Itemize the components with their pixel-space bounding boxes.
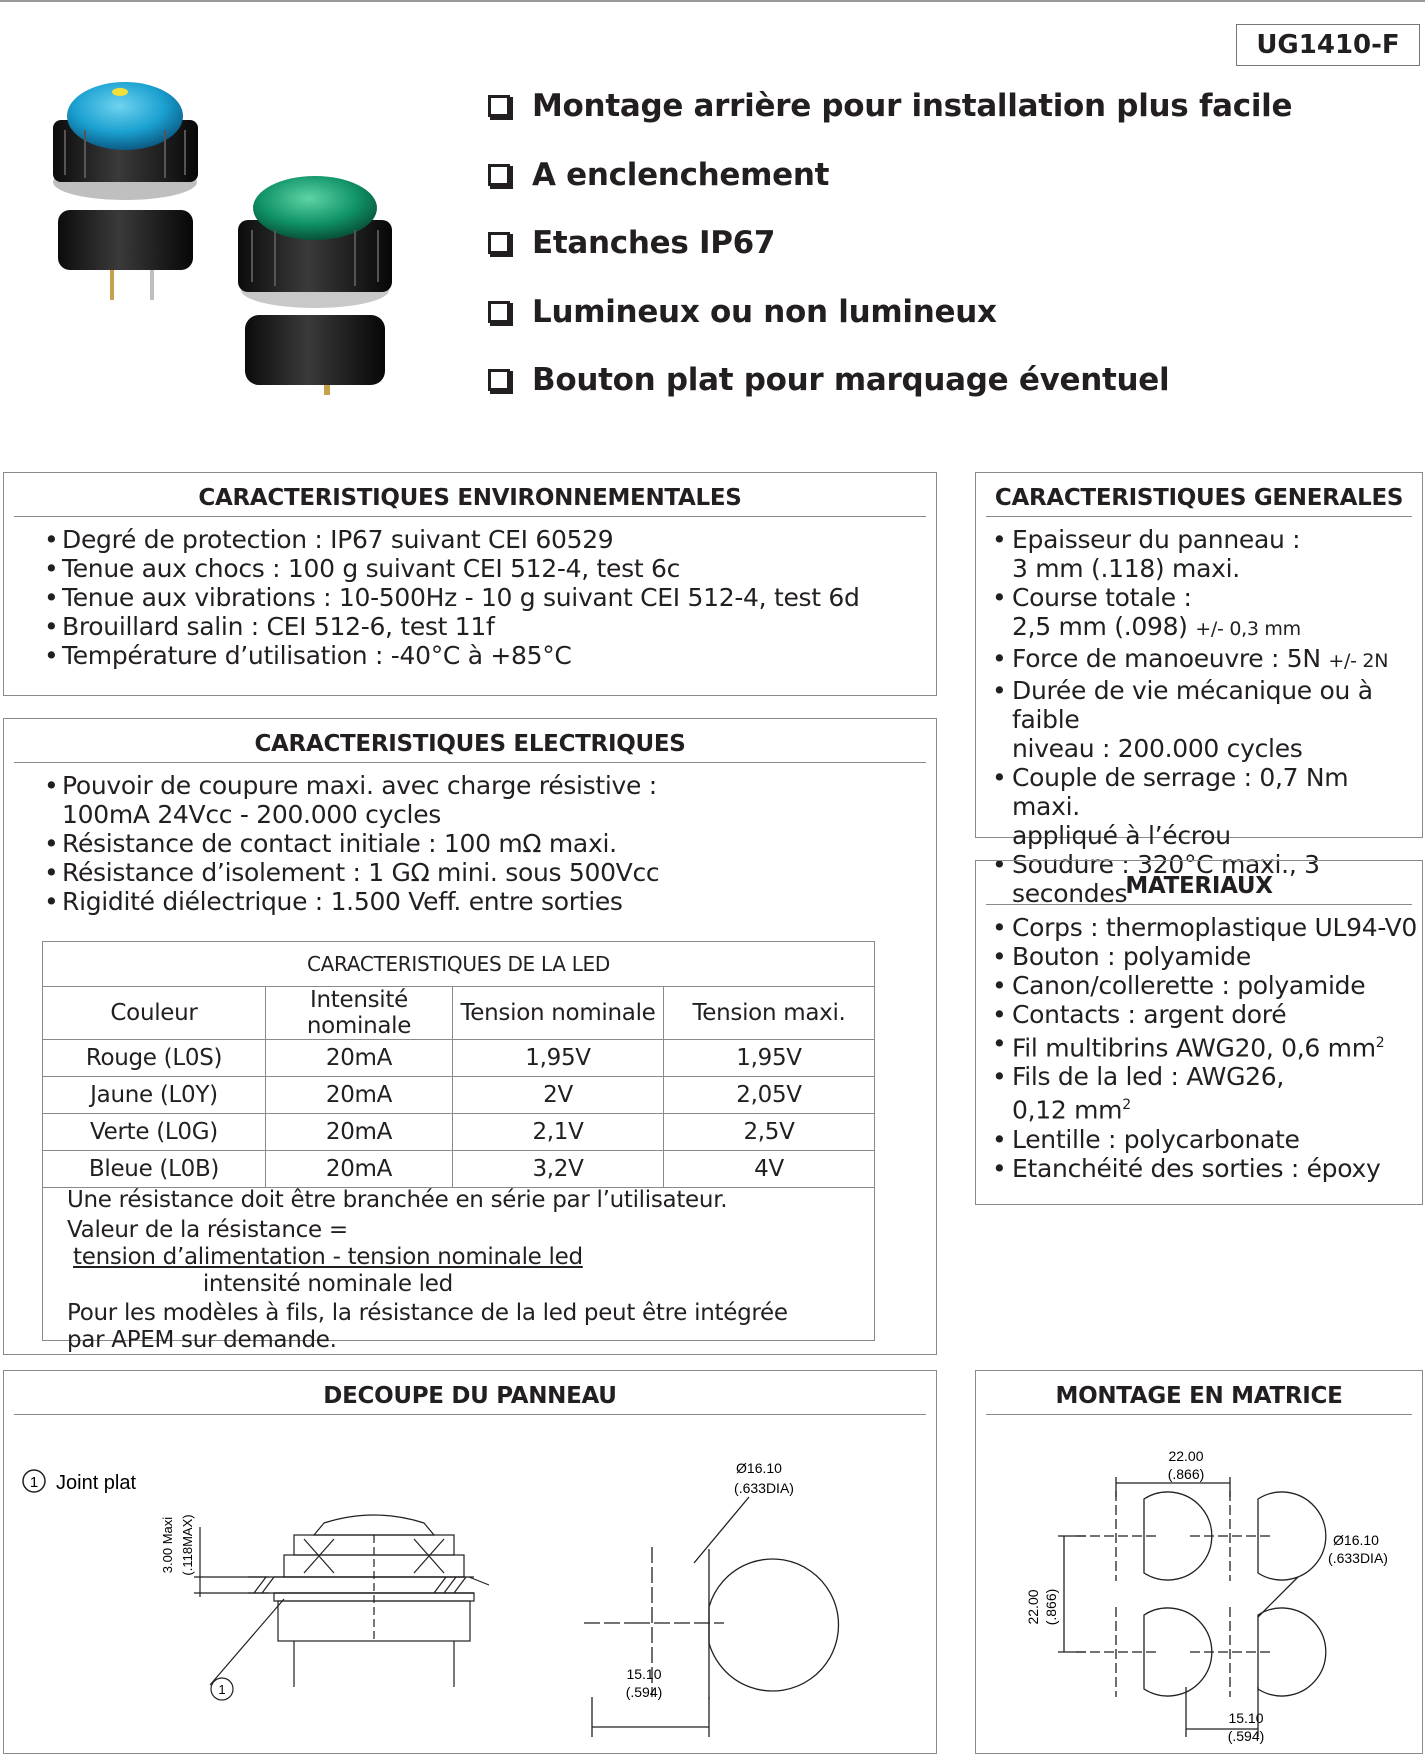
feature-item: A enclenchement — [488, 141, 1292, 210]
led-table-caption: CARACTERISTIQUES DE LA LED — [43, 942, 875, 987]
env-title: CARACTERISTIQUES ENVIRONNEMENTALES — [14, 473, 926, 517]
led-resistor-note — [42, 1177, 875, 1353]
table-cell: 2V — [453, 1077, 664, 1114]
table-cell: 2,1V — [453, 1114, 664, 1151]
feature-item: Montage arrière pour installation plus facile — [488, 72, 1292, 141]
table-row — [43, 1040, 875, 1077]
env-section — [3, 472, 937, 696]
table-cell: 20mA — [266, 1151, 453, 1188]
gen-title: CARACTERISTIQUES GENERALES — [986, 473, 1412, 517]
table-cell: 4V — [664, 1151, 875, 1188]
table-cell: 1,95V — [664, 1040, 875, 1077]
gen-item: • Soudure : 320°C maxi., 3 secondes — [976, 850, 1422, 908]
mat-item: • Corps : thermoplastique UL94-V0 — [976, 913, 1422, 942]
cutout-width: 15.10 — [626, 1666, 662, 1682]
mat-title: MATERIAUX — [986, 861, 1412, 905]
matrix-width-inch: (.594) — [1227, 1728, 1265, 1744]
table-cell: 2,05V — [664, 1077, 875, 1114]
env-item: • Tenue aux vibrations : 10-500Hz - 10 g suivant CEI 512-4, test 6d — [4, 583, 936, 612]
horizontal-pitch-inch: (.866) — [1167, 1466, 1205, 1482]
table-cell: 20mA — [266, 1114, 453, 1151]
table-cell: Rouge (L0S) — [43, 1040, 266, 1077]
feature-item: Etanches IP67 — [488, 209, 1292, 278]
mat-item: • Contacts : argent doré — [976, 1000, 1422, 1029]
vertical-pitch: 22.00 — [1025, 1589, 1041, 1625]
matrice-title: MONTAGE EN MATRICE — [986, 1371, 1412, 1415]
cutout-diameter: Ø16.10 — [736, 1460, 782, 1476]
matrix-diameter: Ø16.10 — [1333, 1532, 1379, 1548]
legend-number: 1 — [29, 1474, 39, 1491]
callout-number: 1 — [218, 1682, 226, 1697]
elec-item: • Résistance d’isolement : 1 GΩ mini. sous 500Vcc — [4, 858, 936, 887]
table-cell: Verte (L0G) — [43, 1114, 266, 1151]
checkbox-icon — [488, 301, 510, 323]
column-header: Tension maxi. — [664, 987, 875, 1040]
gen-item: • Epaisseur du panneau : 3 mm (.118) maxi. — [976, 525, 1422, 583]
panel-cutout-drawing — [4, 1427, 934, 1747]
checkbox-icon — [488, 232, 510, 254]
column-header: Intensité nominale — [266, 987, 453, 1040]
gen-item: • Couple de serrage : 0,7 Nm maxi. appliqué à l’écrou — [976, 763, 1422, 850]
mat-item: • Etanchéité des sorties : époxy — [976, 1154, 1422, 1183]
matrice-section — [975, 1370, 1423, 1754]
elec-item: • Rigidité diélectrique : 1.500 Veff. entre sorties — [4, 887, 936, 916]
elec-title: CARACTERISTIQUES ELECTRIQUES — [14, 719, 926, 763]
mat-item: • Canon/collerette : polyamide — [976, 971, 1422, 1000]
horizontal-pitch: 22.00 — [1168, 1448, 1204, 1464]
checkbox-icon — [488, 95, 510, 117]
legend-label: Joint plat — [56, 1472, 137, 1494]
table-cell: 1,95V — [453, 1040, 664, 1077]
matrix-width: 15.10 — [1228, 1710, 1264, 1726]
formula-label: Valeur de la résistance = — [67, 1217, 348, 1243]
mat-item: • Bouton : polyamide — [976, 942, 1422, 971]
table-header-row — [43, 987, 875, 1040]
elec-item: • Résistance de contact initiale : 100 mΩ maxi. — [4, 829, 936, 858]
product-reference: UG1410-F — [1236, 24, 1420, 66]
note-line: Pour les modèles à fils, la résistance de la led peut être intégrée par APEM sur demande. — [67, 1300, 788, 1353]
thickness-dim-inch: (.118MAX) — [180, 1514, 195, 1576]
formula-numerator: tension d’alimentation - tension nominale led — [73, 1244, 583, 1270]
gen-item: • Course totale : 2,5 mm (.098) +/- 0,3 mm — [976, 583, 1422, 644]
column-header: Couleur — [43, 987, 266, 1040]
column-header: Tension nominale — [453, 987, 664, 1040]
cutout-diameter-inch: (.633DIA) — [734, 1480, 794, 1496]
note-line: Une résistance doit être branchée en série par l’utilisateur. — [67, 1187, 728, 1213]
env-item: • Brouillard salin : CEI 512-6, test 11f — [4, 612, 936, 641]
elec-section — [3, 718, 937, 1355]
thickness-dim: 3.00 Maxi — [160, 1516, 175, 1574]
mat-section — [975, 860, 1423, 1205]
formula-denominator: intensité nominale led — [202, 1271, 453, 1297]
table-cell: 3,2V — [453, 1151, 664, 1188]
table-cell: 2,5V — [664, 1114, 875, 1151]
checkbox-icon — [488, 164, 510, 186]
decoupe-section — [3, 1370, 937, 1754]
cutout-width-inch: (.594) — [625, 1684, 663, 1700]
table-row — [43, 1077, 875, 1114]
blue-switch-image — [53, 82, 198, 300]
led-table — [42, 941, 875, 1188]
top-rule — [0, 0, 1425, 2]
env-item: • Température d’utilisation : -40°C à +85°C — [4, 641, 936, 670]
mat-item: • Lentille : polycarbonate — [976, 1125, 1422, 1154]
table-cell: 20mA — [266, 1040, 453, 1077]
decoupe-title: DECOUPE DU PANNEAU — [14, 1371, 926, 1415]
feature-item: Lumineux ou non lumineux — [488, 278, 1292, 347]
green-switch-image — [238, 176, 392, 395]
mat-item: • Fil multibrins AWG20, 0,6 $mm^2$ — [976, 1029, 1422, 1062]
table-cell: Bleue (L0B) — [43, 1151, 266, 1188]
matrix-mounting-drawing — [976, 1427, 1420, 1747]
gen-item: • Durée de vie mécanique ou à faible niveau : 200.000 cycles — [976, 676, 1422, 763]
checkbox-icon — [488, 369, 510, 391]
gen-item: • Force de manoeuvre : 5N +/- 2N — [976, 644, 1422, 676]
table-cell: Jaune (L0Y) — [43, 1077, 266, 1114]
table-row — [43, 1114, 875, 1151]
vertical-pitch-inch: (.866) — [1043, 1588, 1059, 1626]
mat-item: • Fils de la led : AWG26, 0,12 $mm^2$ — [976, 1062, 1422, 1124]
env-item: • Degré de protection : IP67 suivant CEI 60529 — [4, 525, 936, 554]
resistance-formula — [73, 1244, 583, 1298]
table-cell: 20mA — [266, 1077, 453, 1114]
env-item: • Tenue aux chocs : 100 g suivant CEI 512-4, test 6c — [4, 554, 936, 583]
matrix-diameter-inch: (.633DIA) — [1328, 1550, 1388, 1566]
feature-item: Bouton plat pour marquage éventuel — [488, 346, 1292, 415]
product-photo — [40, 70, 480, 420]
cutout-shape — [584, 1497, 838, 1737]
feature-list — [488, 72, 1292, 415]
elec-item: • Pouvoir de coupure maxi. avec charge résistive : 100mA 24Vcc - 200.000 cycles — [4, 771, 936, 829]
